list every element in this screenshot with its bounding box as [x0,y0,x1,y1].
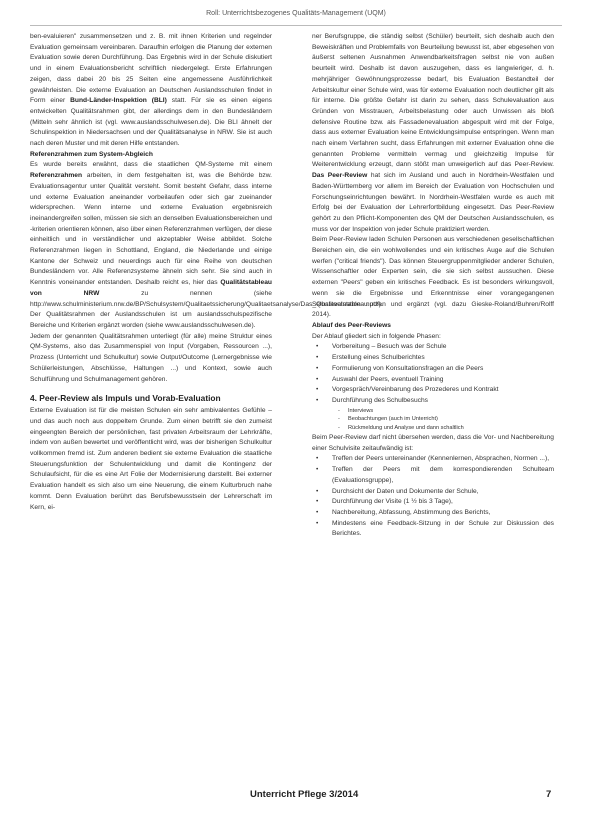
list-item: • Vorbereitung – Besuch was der Schule [312,342,554,353]
paragraph: Es wurde bereits erwähnt, dass die staatlichen QM-Systeme mit einem Referenzrahmen arbeiten, in dem festgehalten ist, was die Behörde bzw. Evaluationsagentur unter Qualität versteht. Somit besteht Gefahr, dass interne und externe Evaluation aneinander vorbeilaufen oder sich gar zueinander widersprechen. Wenn interne und externe Evaluation ergebnisreich ineinandergreifen sollen, müssen sie sich an denselben Evaluationsbereichen und -kriterien orientieren können, also über einen Referenzrahmen verfügen, der diese einheitlich und in verständlicher und akzeptabler Weise abbildet. Solche Referenzrahmen liegen in Schottland, England, die Niederlande und einige Kantone der Schweiz und neuerdings auch für eine Reihe von deutschen Bundesländern vor. Alle Referenzsysteme ähneln sich sehr. Sie sind auch in Kenntnis voneinander entstanden. Deshalb reicht es, hier das Qualitätstableau von NRW zu nennen (siehe http://www.schulministerium.nrw.de/BP/Schulsystem/Qualitaetssicherung/Qualitaetsanalyse/Das_Qualitaetstableau.pdf). [30,161,383,308]
list-item: - Beobachtungen (auch im Unterricht) [338,415,554,424]
list-item: • Mindestens eine Feedback-Sitzung in der Schule zur Diskussion des Berichtes. [312,519,554,540]
subheading-ablauf: Ablauf des Peer-Reviews [312,321,391,329]
paragraph: Der Ablauf gliedert sich in folgende Phasen: [312,332,441,340]
paragraph: ner Berufsgruppe, die ständig selbst (Schüler) beurteilt, sich deshalb auch den Beweiskräften und Problemfalls von Beurteilung bewusst ist, aber ebgesehen von äußerst seltenen Ausnahmen Anwendbarkeitsfragen selbst nie von außen beurteilt wird. Deshalb ist davon auszugehen, dass es langwieriger, d. h. mehrjähriger Gewöhnungsprozesse bedarf, bis Evaluation Bestandteil der Arbeitskultur einer Schule wird, was für externe Evaluation noch deutlicher gilt als für interne. Die größte Gefahr ist darin zu sehen, dass Schulevaluation aus Gründen von Misstrauen, Arbeitsbelastung oder auch Unwissen als bloß defensive Routine bzw. als Fassadenevaluation abgespult wird mit der Folge, dass aus externer Evaluation keine Entwicklungsimpulse entspringen. Wenn man nach einem Verfahren sucht, dass Erfahrungen mit externer Evaluation ohne die genannten Probleme vermitteln vermag und gleichzeitig Impulse für Weiterentwicklung erzeugt, dann stößt man unweigerlich auf das Peer-Review. Das Peer-Review hat sich im Ausland und auch in Nordrhein-Westfalen und Baden-Württemberg vor allem im Bereich der Evaluation von Hochschulen und Forschungseinrichtungen bewährt. In Nordrhein-Westfalen wurde es auch mit Erfolg bei der Evaluation der Lehrerfortbildung eingesetzt. Das Peer-Review gehört zu den Pflicht-Komponenten des QM der Deutschen Auslandsschulen, es muss vor der Inspektion von jeder Schule praktiziert werden. [312,33,554,233]
paragraph: Jedem der genannten Qualitätsrahmen unterliegt (für alle) meine Struktur eines QM-Systems, also das Zusammenspiel von Input (Vorgaben, Ressourcen ...), Prozess (Unterricht und Schulkultur) sowie Output/Outcome (Lernergebnisse wie Schülerleistungen, Abschlüsse, Haltungen ...) und Kontext, sowie auch Schulführung und Schulmanagement gehören. [30,332,272,383]
visit-sublist [312,407,554,433]
paragraph: ben-evaluieren" zusammensetzen und z. B. mit ihnen Kriterien und regelnder Evaluation gemeinsam vereinbaren. Daraufhin erfolgen die Planung der externen Evaluation sowie deren Durchführung. Das Ergebnis wird in der Schule diskutiert und in einem Evaluationsbericht schriftlich niedergelegt. Erste Erfahrungen zeigen, dass dabei 20 bis 25 Seiten eine angemessene Ausführlichkeit gewährleisten. Die externe Evaluation an Deutschen Auslandsschulen findet in Form einer Bund-Länder-Inspektion (BLI) statt. Für sie es einen eigens entwickelten Qualitätsrahmen gibt, der allerdings dem in den Bundesländern (Mitteln sehr ähnlich ist (vgl. www.auslandsschulwesen.de). Die BLI ähnelt der Schulinspektion in Niedersachsen und der Qualitätsanalyse in NRW. Sie ist auch nach deren Muster und mit deren Hilfe entstanden. [30,33,272,148]
list-item: • Durchführung des Schulbesuchs [312,396,554,407]
footer-journal-title: Unterricht Pflege 3/2014 [250,789,359,800]
list-item: - Rückmeldung und Analyse und dann schaltlich [338,424,554,433]
paragraph: Beim Peer-Review darf nicht übersehen werden, dass die Vor- und Nachbereitung einer Schulvisite zeitaufwändig ist: [312,434,554,452]
paragraph: Externe Evaluation ist für die meisten Schulen ein sehr ambivalentes Gefühle – und das auch noch aus doppeltem Grunde. Zum einen betrifft sie den zumeist eingeengten Bereich der persönlichen, fast privaten Arbeitsraum der Lehrkräfte, indem von außen bewertet und veröffentlicht wird, was der bisherigen Schulkultur vollkommen fremd ist. Zum anderen bedient sie externe Evaluation die staatliche Steuerungsfunktion der Schulentwicklung und damit die Kontingenz der Schulaufsicht, für die es eine Art Folie der Modernisierung darstellt. Bei externer Evaluation handelt es sich also um eine Neuerung, die einem Kulturbruch nahe kommt. Denn Evaluation berührt das Berufsbewusstsein der Lehrerschaft im Kern, ei- [30,407,272,511]
running-header: Roll: Unterrichtsbezogenes Qualitäts-Management (UQM) [206,10,386,17]
section-heading: 4. Peer-Review als Impuls und Vorab-Evaluation [30,393,221,404]
list-item: - Interviews [338,407,554,416]
phase-list [312,342,554,406]
paragraph: Der Qualitätsrahmen der Auslandsschulen ist um auslandsschulspezifische Bereiche und Kriterien ergänzt worden (siehe www.auslandsschulwesen.de). [30,311,272,329]
list-item: • Treffen der Peers mit dem korrespondierenden Schulteam (Evaluationsgruppe), [312,465,554,486]
list-item: • Vorgespräch/Vereinbarung des Prozederes und Kontrakt [312,385,554,396]
preparation-list [312,454,554,540]
list-item: • Formulierung von Konsultationsfragen an die Peers [312,364,554,375]
header-rule [30,25,562,26]
page-number: 7 [546,789,552,800]
right-column [312,32,554,540]
list-item: • Nachbereitung, Abfassung, Abstimmung des Berichts, [312,508,554,519]
list-item: • Erstellung eines Schulberichtes [312,353,554,364]
list-item: • Auswahl der Peers, eventuell Training [312,375,554,386]
list-item: • Treffen der Peers untereinander (Kennenlernen, Absprachen, Normen ...), [312,454,554,465]
paragraph: Beim Peer-Review laden Schulen Personen aus verschiedenen gesellschaftlichen Bereichen ein, die ein wohlwollendes und ein kritisches Auge auf die Schulen werfen ("critical friends"). Das können Steuergruppenmitglieder anderer Schulen, Wissenschaftler oder Experten sein, die sie sich selbst aussuchen. Diese externen "Peers" geben ein kritisches Feedback. Es ist besonders wirkungsvoll, wenn sie die Ergebnisse und Erkenntnisse einer vorangegangenen Selbstevaluation nutzen und ergänzt (vgl. dazu Gieske-Roland/Buhren/Rolff 2014). [312,236,554,319]
subheading-referenzrahmen: Referenzrahmen zum System-Abgleich [30,150,153,158]
list-item: • Durchsicht der Daten und Dokumente der Schule, [312,487,554,498]
list-item: • Durchführung der Visite (1 ½ bis 3 Tage), [312,497,554,508]
